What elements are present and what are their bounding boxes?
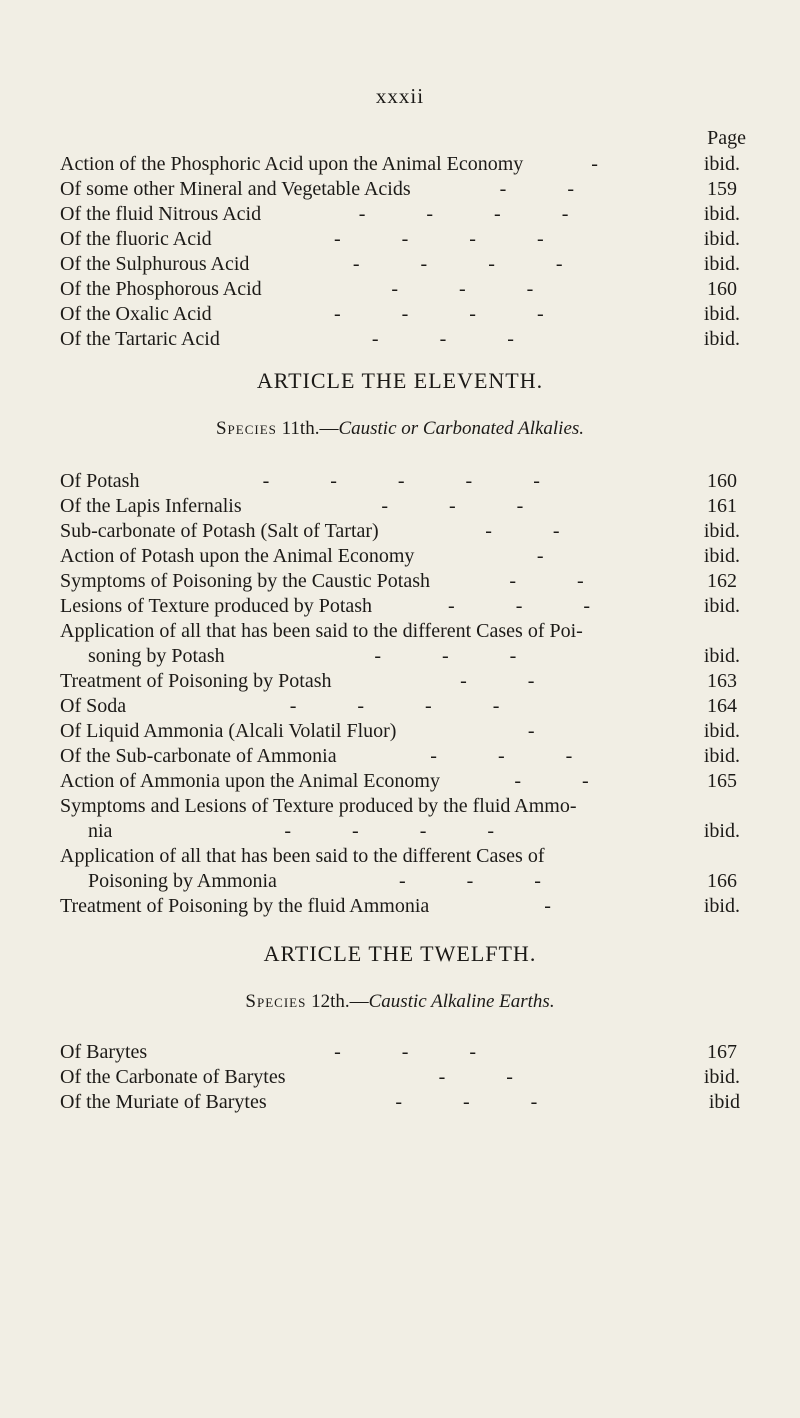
toc-entry-title: Action of the Phosphoric Acid upon the Animal Economy: [60, 153, 524, 175]
toc-entry-leader: - - -: [334, 1041, 505, 1063]
toc-entry: [60, 894, 740, 919]
toc-entry-page: ibid.: [703, 545, 740, 567]
toc-entry-leader: - - - -: [284, 820, 523, 842]
toc-entry-leader: - - -: [398, 870, 569, 892]
toc-entry-title: Treatment of Poisoning by Potash: [60, 670, 332, 692]
toc-entry-title: Of the Muriate of Barytes: [60, 1091, 267, 1113]
toc-entry: [60, 644, 740, 669]
toc-entry-leader: - -: [438, 1066, 541, 1088]
contents-section-alkalies: [60, 469, 740, 919]
toc-entry: [60, 519, 740, 544]
toc-entry-leader: - - -: [448, 595, 619, 617]
toc-entry-page: ibid.: [703, 820, 740, 842]
toc-entry-title: Symptoms of Poisoning by the Caustic Potash: [60, 570, 431, 592]
toc-entry: [60, 794, 740, 819]
toc-entry-leader: - -: [499, 178, 602, 200]
toc-entry-title: Application of all that has been said to the different Cases of Poi-: [60, 620, 583, 642]
toc-entry-page: 160: [707, 278, 737, 300]
toc-entry-page: 159: [707, 178, 737, 200]
toc-entry-title: Of some other Mineral and Vegetable Acids: [60, 178, 411, 200]
toc-entry-page: ibid.: [703, 253, 740, 275]
toc-entry-title: Symptoms and Lesions of Texture produced by the fluid Ammo-: [60, 795, 577, 817]
toc-entry-title: Of the fluid Nitrous Acid: [60, 203, 262, 225]
toc-entry-page: 162: [707, 570, 737, 592]
toc-entry-title: Of the fluoric Acid: [60, 228, 212, 250]
toc-entry-title: Of the Phosphorous Acid: [60, 278, 262, 300]
toc-entry-page: ibid.: [703, 745, 740, 767]
toc-entry-title: Treatment of Poisoning by the fluid Ammonia: [60, 895, 430, 917]
toc-entry-page: 160: [707, 470, 737, 492]
species-label: Species: [245, 991, 307, 1012]
toc-entry-leader: -: [536, 545, 572, 567]
toc-entry: [60, 819, 740, 844]
toc-entry-title: Lesions of Texture produced by Potash: [60, 595, 373, 617]
toc-entry-title: Of Liquid Ammonia (Alcali Volatil Fluor): [60, 720, 397, 742]
toc-entry-leader: - - -: [374, 645, 545, 667]
toc-entry: [60, 1040, 740, 1065]
toc-entry: [60, 227, 740, 252]
toc-entry-leader: -: [527, 720, 563, 742]
toc-entry: [60, 202, 740, 227]
toc-entry-page: 163: [707, 670, 737, 692]
page-number: xxxii: [375, 84, 425, 108]
toc-entry-leader: - - -: [371, 328, 542, 350]
toc-entry-leader: - - - - -: [262, 470, 568, 492]
toc-entry-page: ibid.: [703, 153, 740, 175]
toc-entry-leader: - - - -: [352, 253, 591, 275]
toc-entry: [60, 619, 740, 644]
toc-entry-title: soning by Potash: [88, 645, 225, 667]
page-column-label: Page: [707, 127, 746, 149]
toc-entry-title: Action of Potash upon the Animal Economy: [60, 545, 415, 567]
toc-entry-page: 161: [707, 495, 737, 517]
toc-entry: [60, 494, 740, 519]
toc-entry: [60, 152, 740, 177]
toc-entry-leader: - - - -: [358, 203, 597, 225]
article-eleventh-heading: ARTICLE THE ELEVENTH.: [256, 368, 544, 393]
toc-entry-leader: - - - -: [333, 228, 572, 250]
contents-section-acids: [60, 152, 740, 352]
toc-entry-title: Of the Lapis Infernalis: [60, 495, 242, 517]
toc-entry-leader: -: [544, 895, 579, 917]
toc-entry-leader: -: [591, 153, 626, 175]
toc-entry: [60, 327, 740, 352]
toc-entry: [60, 569, 740, 594]
toc-entry-page: ibid.: [703, 203, 740, 225]
toc-entry: [60, 177, 740, 202]
toc-entry: [60, 1065, 740, 1090]
toc-entry-page: ibid.: [703, 595, 740, 617]
toc-entry-title: Action of Ammonia upon the Animal Economy: [60, 770, 440, 792]
toc-entry: [60, 744, 740, 769]
toc-entry: [60, 1090, 740, 1115]
toc-entry: [60, 719, 740, 744]
toc-entry-page: ibid.: [703, 303, 740, 325]
toc-entry-title: Of Potash: [60, 470, 140, 492]
toc-entry-leader: - - -: [391, 278, 562, 300]
toc-entry-page: 167: [707, 1041, 737, 1063]
toc-entry: [60, 252, 740, 277]
toc-entry-page: ibid.: [703, 328, 740, 350]
toc-entry-page: ibid.: [703, 645, 740, 667]
toc-entry: [60, 669, 740, 694]
toc-entry: [60, 302, 740, 327]
toc-entry-leader: - -: [514, 770, 617, 792]
toc-entry: [60, 844, 740, 869]
toc-entry-leader: - - - -: [289, 695, 528, 717]
species-number: 12th.—: [311, 991, 369, 1012]
toc-entry: [60, 544, 740, 569]
toc-entry-title: Of the Sulphurous Acid: [60, 253, 250, 275]
toc-entry: [60, 694, 740, 719]
species-eleventh: [0, 418, 800, 440]
toc-entry-page: ibid.: [703, 895, 740, 917]
toc-entry-title: Of the Sub-carbonate of Ammonia: [60, 745, 337, 767]
toc-entry-page: ibid: [708, 1091, 740, 1113]
toc-entry-leader: - -: [460, 670, 563, 692]
toc-entry-leader: - - -: [395, 1091, 566, 1113]
contents-section-earths: [60, 1040, 740, 1115]
article-twelfth-heading: ARTICLE THE TWELFTH.: [263, 941, 537, 966]
species-title: Caustic Alkaline Earths.: [368, 991, 555, 1012]
toc-entry-title: Sub-carbonate of Potash (Salt of Tartar): [60, 520, 379, 542]
toc-entry-title: Poisoning by Ammonia: [88, 870, 277, 892]
toc-entry: [60, 594, 740, 619]
toc-entry-page: ibid.: [703, 1066, 740, 1088]
species-title: Caustic or Carbonated Alkalies.: [338, 418, 585, 439]
toc-entry: [60, 469, 740, 494]
toc-entry-title: Application of all that has been said to the different Cases of: [60, 845, 545, 867]
toc-entry-title: Of Barytes: [60, 1041, 148, 1063]
toc-entry-page: ibid.: [703, 520, 740, 542]
toc-entry-page: 164: [707, 695, 737, 717]
toc-entry-title: Of the Oxalic Acid: [60, 303, 212, 325]
toc-entry: [60, 869, 740, 894]
toc-entry-title: Of the Tartaric Acid: [60, 328, 220, 350]
toc-entry-leader: - -: [485, 520, 588, 542]
toc-entry-title: Of Soda: [60, 695, 127, 717]
toc-entry-leader: - - - -: [333, 303, 572, 325]
toc-entry-title: nia: [88, 820, 113, 842]
toc-entry-leader: - -: [509, 570, 612, 592]
species-twelfth: [0, 991, 800, 1013]
species-number: 11th.—: [281, 418, 339, 439]
toc-entry-page: 166: [707, 870, 737, 892]
toc-entry: [60, 277, 740, 302]
toc-entry-page: ibid.: [703, 720, 740, 742]
species-label: Species: [215, 418, 277, 439]
toc-entry: [60, 769, 740, 794]
toc-entry-leader: - - -: [381, 495, 552, 517]
toc-entry-title: Of the Carbonate of Barytes: [60, 1066, 286, 1088]
toc-entry-page: 165: [707, 770, 737, 792]
toc-entry-page: ibid.: [703, 228, 740, 250]
toc-entry-leader: - - -: [430, 745, 601, 767]
